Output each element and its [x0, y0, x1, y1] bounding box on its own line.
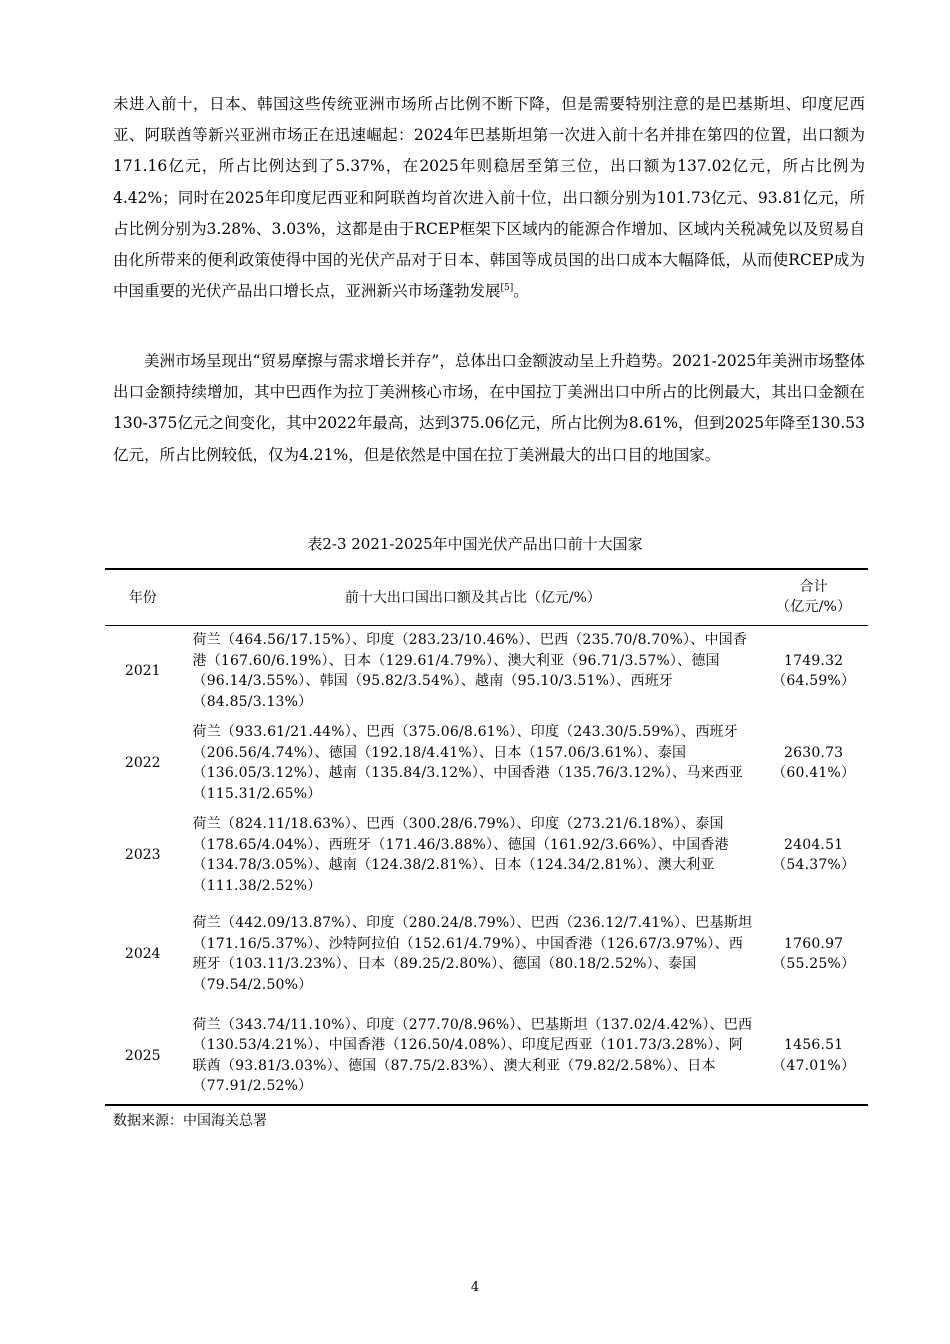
table-row	[105, 1007, 868, 1105]
total-percent: （60.41%）	[772, 765, 856, 781]
cell-total	[759, 901, 868, 1007]
header-total-line2: （亿元/%）	[776, 599, 852, 616]
table-row	[105, 809, 868, 901]
total-value: 2404.51	[784, 836, 844, 853]
header-year: 年份	[128, 590, 157, 607]
cell-total	[759, 1007, 868, 1105]
cell-year: 2025	[124, 1047, 161, 1064]
cell-year: 2024	[124, 946, 161, 962]
table-header-row	[105, 569, 868, 625]
header-total-line1: 合计	[799, 578, 828, 595]
cell-total	[759, 809, 868, 901]
total-value: 1749.32	[784, 652, 844, 669]
cell-country-list: 荷兰（933.61/21.44%）、巴西（375.06/8.61%）、印度（243.30/5.59%）、西班牙（206.56/4.74%）、德国（192.18/4.41%）、日本（157.06/3.61%）、泰国（136.05/3.12%）、越南（135.84/3.12%）、中国香港（135.76/3.12%）、马来西亚（115.31/2.65%）	[192, 724, 744, 802]
paragraph-end: 。	[513, 282, 529, 301]
cell-year: 2023	[124, 847, 161, 863]
total-value: 2630.73	[784, 744, 844, 761]
total-percent: （54.37%）	[772, 857, 856, 873]
paragraph-asia-market	[113, 89, 865, 307]
table-row	[105, 625, 868, 717]
total-percent: （64.59%）	[772, 673, 856, 690]
cell-country-list: 荷兰（442.09/13.87%）、印度（280.24/8.79%）、巴西（236.12/7.41%）、巴基斯坦（171.16/5.37%）、沙特阿拉伯（152.61/4.79%）、中国香港（126.67/3.97%）、西班牙（103.11/3.23%）、日本（89.25/2.80%）、德国（80.18/2.52%）、泰国（79.54/2.50%）	[192, 915, 753, 993]
header-total	[759, 569, 868, 625]
cell-country-list: 荷兰（343.74/11.10%）、印度（277.70/8.96%）、巴基斯坦（137.02/4.42%）、巴西（130.53/4.21%）、中国香港（126.50/4.08%）、印度尼西亚（101.73/3.28%）、阿联酋（93.81/3.03%）、德国（87.75/2.83%）、澳大利亚（79.82/2.58%）、日本（77.91/2.52%）	[192, 1016, 753, 1094]
total-percent: （47.01%）	[772, 1057, 856, 1074]
cell-country-list: 荷兰（824.11/18.63%）、巴西（300.28/6.79%）、印度（273.21/6.18%）、泰国（178.65/4.04%）、西班牙（171.46/3.88%）、德国（161.92/3.66%）、中国香港（134.78/3.05%）、越南（124.38/2.81%）、日本（124.34/2.81%）、澳大利亚（111.38/2.52%）	[192, 816, 729, 894]
paragraph-america-market	[113, 346, 865, 471]
page-number: 4	[470, 1280, 480, 1295]
header-list: 前十大出口国出口额及其占比（亿元/%）	[344, 590, 601, 607]
cell-year: 2021	[124, 663, 161, 680]
total-value: 1456.51	[784, 1037, 844, 1053]
total-value: 1760.97	[784, 935, 844, 952]
cell-total	[759, 717, 868, 809]
paragraph-text: 未进入前十，日本、韩国这些传统亚洲市场所占比例不断下降，但是需要特别注意的是巴基斯坦、印度尼西亚、阿联酋等新兴亚洲市场正在迅速崛起：2024年巴基斯坦第一次进入前十名并排在第四的位置，出口额为171.16亿元，所占比例达到了5.37%，在2025年则稳居至第三位，出口额为137.02亿元，所占比例为4.42%；同时在2025年印度尼西亚和阿联酋均首次进入前十位，出口额分别为101.73亿元、93.81亿元，所占比例分别为3.28%、3.03%，这都是由于RCEP框架下区域内的能源合作增加、区域内关税减免以及贸易自由化所带来的便利政策使得中国的光伏产品对于日本、韩国等成员国的出口成本大幅降低，从而使RCEP成为中国重要的光伏产品出口增长点，亚洲新兴市场蓬勃发展	[113, 95, 865, 301]
citation-ref[interactable]: [5]	[500, 283, 514, 294]
table-caption: 表2-3 2021-2025年中国光伏产品出口前十大国家	[307, 535, 643, 553]
table-row	[105, 717, 868, 809]
total-percent: （55.25%）	[772, 956, 856, 972]
cell-country-list: 荷兰（464.56/17.15%）、印度（283.23/10.46%）、巴西（235.70/8.70%）、中国香港（167.60/6.19%）、日本（129.61/4.79%）、澳大利亚（96.71/3.57%）、德国（96.14/3.55%）、韩国（95.82/3.54%）、越南（95.10/3.51%）、西班牙（84.85/3.13%）	[192, 632, 748, 710]
export-table	[105, 568, 868, 1106]
data-source-note: 数据来源：中国海关总署	[113, 1113, 267, 1129]
cell-total	[759, 625, 868, 717]
paragraph-text: 美洲市场呈现出“贸易摩擦与需求增长并存”，总体出口金额波动呈上升趋势。2021-2025年美洲市场整体出口金额持续增加，其中巴西作为拉丁美洲核心市场，在中国拉丁美洲出口中所占的比例最大，其出口金额在130-375亿元之间变化，其中2022年最高，达到375.06亿元，所占比例为8.61%，但到2025年降至130.53亿元，所占比例较低，仅为4.21%，但是依然是中国在拉丁美洲最大的出口目的地国家。	[113, 352, 865, 464]
cell-year: 2022	[124, 755, 161, 771]
table-row	[105, 901, 868, 1007]
